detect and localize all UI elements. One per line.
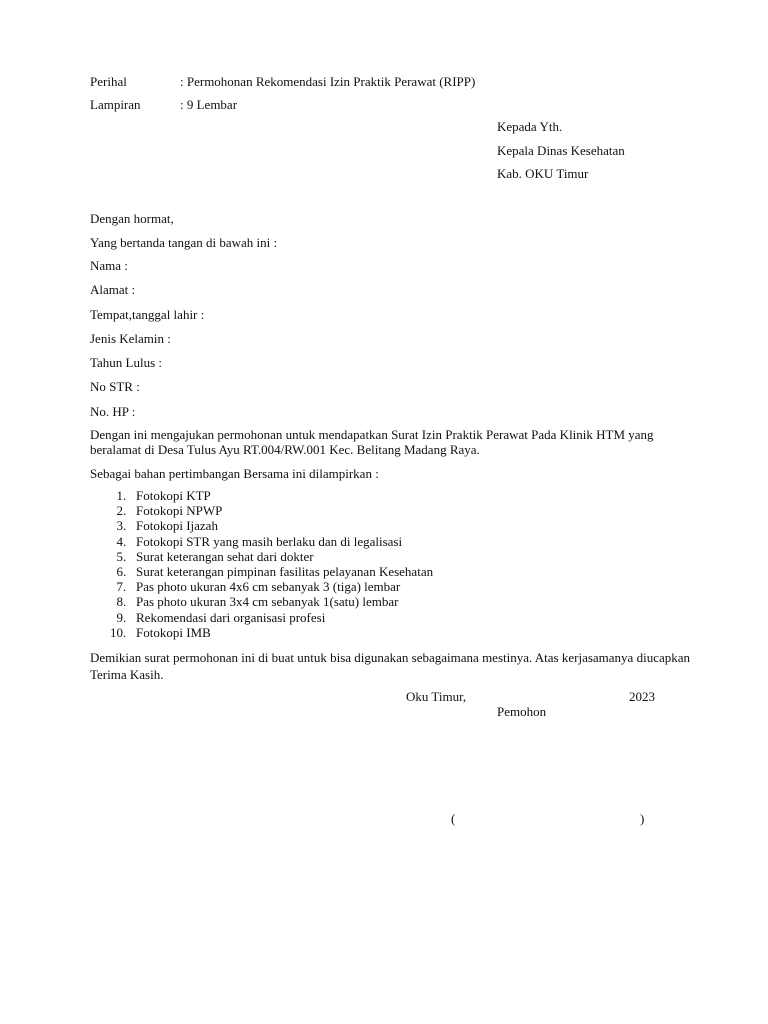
- attachments-intro: Sebagai bahan pertimbangan Bersama ini dilampirkan :: [90, 466, 379, 481]
- field-ttl: Tempat,tanggal lahir :: [90, 307, 205, 322]
- signature-place: Oku Timur,: [406, 689, 467, 704]
- list-item: 1. Fotokopi KTP: [116, 488, 211, 503]
- field-alamat: Alamat :: [90, 282, 136, 297]
- intro-line: Yang bertanda tangan di bawah ini :: [90, 235, 278, 250]
- list-item: 10. Fotokopi IMB: [110, 624, 211, 640]
- list-item: 5. Surat keterangan sehat dari dokter: [116, 548, 314, 564]
- recipient-line-2: Kepala Dinas Kesehatan: [497, 143, 625, 158]
- field-no-hp: No. HP :: [90, 404, 136, 419]
- list-item: 8. Pas photo ukuran 3x4 cm sebanyak 1(satu) lembar: [116, 594, 399, 610]
- recipient-line-3: Kab. OKU Timur: [497, 166, 589, 181]
- list-item: 6. Surat keterangan pimpinan fasilitas pelayanan Kesehatan: [116, 563, 434, 579]
- request-paragraph: Dengan ini mengajukan permohonan untuk mendapatkan Surat Izin Praktik Perawat Pada Klinik HTM yang beralamat di Desa Tulus Ayu RT.004/RW.001 Kec. Belitang Madang Raya.: [90, 427, 654, 457]
- field-jenis-kelamin: Jenis Kelamin :: [90, 331, 171, 346]
- list-item: 9. Rekomendasi dari organisasi profesi: [116, 609, 326, 625]
- closing-paragraph: Demikian surat permohonan ini di buat untuk bisa digunakan sebagaimana mestinya. Atas kerjasamanya diucapkan Terima Kasih.: [90, 650, 690, 682]
- lampiran-value: : 9 Lembar: [180, 97, 238, 112]
- list-item: 7. Pas photo ukuran 4x6 cm sebanyak 3 (tiga) lembar: [116, 579, 401, 595]
- attachments-list: [90, 488, 434, 640]
- field-tahun-lulus: Tahun Lulus :: [90, 355, 163, 370]
- list-item: 4. Fotokopi STR yang masih berlaku dan di legalisasi: [116, 533, 403, 549]
- greeting: Dengan hormat,: [90, 211, 174, 226]
- signature-paren-open: (: [451, 811, 456, 826]
- list-item: 2. Fotokopi NPWP: [116, 503, 223, 519]
- list-item: 3. Fotokopi Ijazah: [116, 518, 218, 534]
- field-no-str: No STR :: [90, 379, 140, 394]
- signature-paren-close: ): [640, 811, 645, 826]
- signature-year: 2023: [629, 689, 655, 704]
- signature-role: Pemohon: [497, 704, 547, 719]
- lampiran-label: Lampiran: [90, 97, 141, 112]
- field-nama: Nama :: [90, 258, 128, 273]
- perihal-label: Perihal: [90, 74, 127, 89]
- perihal-value: : Permohonan Rekomendasi Izin Praktik Perawat (RIPP): [180, 74, 476, 89]
- recipient-line-1: Kepada Yth.: [497, 119, 563, 134]
